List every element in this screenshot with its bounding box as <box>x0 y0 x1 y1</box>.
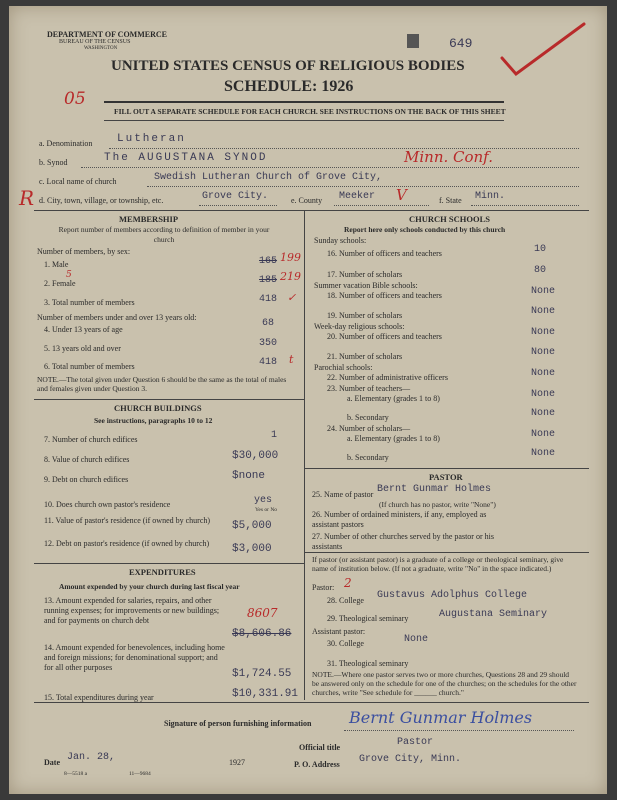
address-label: P. O. Address <box>294 760 340 769</box>
q25-label: 25. Name of pastor <box>312 490 374 499</box>
dept-name: DEPARTMENT OF COMMERCE <box>47 30 168 39</box>
q17-label: 17. Number of scholars <box>327 270 403 279</box>
date-year: 1927 <box>229 758 245 767</box>
q6-value: 418 <box>259 357 278 368</box>
pastor-sublabel: Pastor: <box>312 583 335 592</box>
age-label: Number of members under and over 13 years old: <box>37 313 197 322</box>
q14-label: 14. Amount expended for benevolences, including home and foreign missions; for denominational support; and for all other purposes <box>44 643 225 672</box>
q1-label: 1. Male <box>44 260 69 269</box>
date-value: Jan. 28, <box>67 752 116 763</box>
q1-correction: 199 <box>280 251 301 264</box>
q5-label: 5. 13 years old and over <box>44 344 121 353</box>
q23b-value: None <box>531 408 556 419</box>
q9-value: $none <box>232 470 266 482</box>
state-value: Minn. <box>475 191 506 202</box>
handwritten-code: 05 <box>64 89 86 109</box>
header-rule <box>104 101 504 103</box>
q15-label: 15. Total expenditures during year <box>44 693 154 702</box>
q2-value: 185 <box>259 275 278 286</box>
weekday-label: Week-day religious schools: <box>314 322 405 331</box>
pastor-note: NOTE.—Where one pastor serves two or more churches, Questions 28 and 29 should be answered only on the schedule for one of the churches; on the schedules for the other churches, write "See schedule for ______ church." <box>312 670 577 697</box>
synod-value: The AUGUSTANA SYNOD <box>104 152 268 164</box>
q12-label: 12. Debt on pastor's residence (if owned by church) <box>44 539 210 548</box>
q29-label: 29. Theological seminary <box>327 614 409 623</box>
synod-label: b. Synod <box>39 158 68 167</box>
q1-value: 165 <box>259 256 278 267</box>
college-note: If pastor (or assistant pastor) is a graduate of a college or theological seminary, give name of institution below. (If not a graduate, write "No" in the space indicated.) <box>312 555 564 573</box>
state-label: f. State <box>439 196 462 205</box>
buildings-heading: CHURCH BUILDINGS <box>114 403 202 413</box>
q24a-label: a. Elementary (grades 1 to 8) <box>347 434 440 443</box>
signature: Bernt Gunmar Holmes <box>349 708 533 727</box>
q16-label: 16. Number of officers and teachers <box>327 249 442 258</box>
red-check-mark-icon <box>494 20 589 80</box>
q24-label: 24. Number of scholars— <box>327 424 411 433</box>
q31-label: 31. Theological seminary <box>327 659 409 668</box>
q28-value: Gustavus Adolphus College <box>377 590 528 601</box>
q27-label: 27. Number of other churches served by the pastor or his assistants <box>312 532 494 551</box>
membership-heading: MEMBERSHIP <box>119 214 179 224</box>
synod-handwritten-note: Minn. Conf. <box>404 148 493 166</box>
q7-label: 7. Number of church edifices <box>44 435 138 444</box>
q20-value: None <box>531 327 556 338</box>
official-title-value: Pastor <box>397 737 434 748</box>
q7-value: 1 <box>271 430 278 441</box>
q10-value: yes <box>254 495 273 506</box>
q2-correction: 219 <box>280 270 301 283</box>
county-value: Meeker <box>339 191 376 202</box>
denomination-value: Lutheran <box>117 133 186 145</box>
q13-value: $8,606.86 <box>232 628 292 640</box>
q30-value: None <box>404 634 429 645</box>
membership-note: NOTE.—The total given under Question 6 should be the same as the total of males and females given under Question 3. <box>37 375 287 393</box>
header-rule-2 <box>104 120 504 121</box>
q17-value: 80 <box>534 265 547 276</box>
q26-label: 26. Number of ordained ministers, if any, employed as assistant pastors <box>312 510 487 529</box>
q18-value: None <box>531 286 556 297</box>
q22-label: 22. Number of administrative officers <box>327 373 448 382</box>
q4-label: 4. Under 13 years of age <box>44 325 123 334</box>
q24b-value: None <box>531 448 556 459</box>
q24a-value: None <box>531 429 556 440</box>
q8-label: 8. Value of church edifices <box>44 455 130 464</box>
q21-value: None <box>531 347 556 358</box>
q14-value: $1,724.55 <box>232 668 292 680</box>
q25-value: Bernt Gunmar Holmes <box>377 484 492 495</box>
city-value: Grove City. <box>202 191 269 202</box>
q3-label: 3. Total number of members <box>44 298 135 307</box>
q5-value: 350 <box>259 338 278 349</box>
q3-check: ✓ <box>287 291 297 304</box>
assistant-sublabel: Assistant pastor: <box>312 627 366 636</box>
q4-value: 68 <box>262 318 275 329</box>
schedule-title: UNITED STATES CENSUS OF RELIGIOUS BODIES <box>111 58 465 74</box>
form-code-1: 8—5518 a <box>64 771 88 777</box>
form-code-2: 11—9684 <box>129 771 151 777</box>
county-label: e. County <box>291 196 323 205</box>
q11-label: 11. Value of pastor's residence (if owned by church) <box>44 516 211 525</box>
schools-intro: Report here only schools conducted by this church <box>344 225 506 234</box>
q10-hint: Yes or No <box>255 507 278 513</box>
sunday-label: Sunday schools: <box>314 236 367 245</box>
q29-value: Augustana Seminary <box>439 609 548 620</box>
q2-mark: 5 <box>66 270 72 280</box>
serial-number: 649 <box>449 36 473 51</box>
q19-label: 19. Number of scholars <box>327 311 403 320</box>
column-divider <box>304 210 305 700</box>
city-label: d. City, town, village, or township, etc. <box>39 196 164 205</box>
q11-value: $5,000 <box>232 520 272 532</box>
bureau-city: WASHINGTON <box>84 46 118 51</box>
summer-label: Summer vacation Bible schools: <box>314 281 418 290</box>
local-church-label: c. Local name of church <box>39 177 117 186</box>
q30-label: 30. College <box>327 639 364 648</box>
q6-label: 6. Total number of members <box>44 362 135 371</box>
local-church-value: Swedish Lutheran Church of Grove City, <box>154 172 383 183</box>
instructions: FILL OUT A SEPARATE SCHEDULE FOR EACH CHURCH. SEE INSTRUCTIONS ON THE BACK OF THIS SHEET <box>114 107 506 116</box>
q13-label: 13. Amount expended for salaries, repairs, and other running expenses; for improvements or new buildings; and for payments on church debt <box>44 596 220 625</box>
q22-value: None <box>531 368 556 379</box>
q16-value: 10 <box>534 244 547 255</box>
q23b-label: b. Secondary <box>347 413 389 422</box>
pastor-mark: 2 <box>344 576 352 590</box>
buildings-sub: See instructions, paragraphs 10 to 12 <box>94 416 213 425</box>
date-label: Date <box>44 758 60 767</box>
address-value: Grove City, Minn. <box>359 754 462 765</box>
q25-hint: (If church has no pastor, write "None") <box>379 500 496 509</box>
q24b-label: b. Secondary <box>347 453 389 462</box>
official-title-label: Official title <box>299 743 341 752</box>
stamp-mark <box>407 34 419 48</box>
q28-label: 28. College <box>327 596 364 605</box>
handwritten-r-mark: R <box>19 186 35 210</box>
q8-value: $30,000 <box>232 450 279 462</box>
q9-label: 9. Debt on church edifices <box>44 475 129 484</box>
q21-label: 21. Number of scholars <box>327 352 403 361</box>
expenditures-intro: Amount expended by your church during last fiscal year <box>59 582 240 591</box>
q23a-label: a. Elementary (grades 1 to 8) <box>347 394 440 403</box>
q10-label: 10. Does church own pastor's residence <box>44 500 171 509</box>
q19-value: None <box>531 306 556 317</box>
denomination-label: a. Denomination <box>39 139 93 148</box>
q20-label: 20. Number of officers and teachers <box>327 332 442 341</box>
pastor-heading: PASTOR <box>429 472 463 482</box>
schools-heading: CHURCH SCHOOLS <box>409 214 490 224</box>
q3-value: 418 <box>259 294 278 305</box>
q15-value: $10,331.91 <box>232 688 299 700</box>
q18-label: 18. Number of officers and teachers <box>327 291 442 300</box>
bureau-name: BUREAU OF THE CENSUS <box>59 39 131 45</box>
membership-intro: Report number of members according to definition of member in your church <box>58 225 270 244</box>
q2-label: 2. Female <box>44 279 76 288</box>
parochial-label: Parochial schools: <box>314 363 373 372</box>
q23a-value: None <box>531 389 556 400</box>
q13-correction: 8607 <box>247 606 278 620</box>
sex-label: Number of members, by sex: <box>37 247 131 256</box>
expenditures-heading: EXPENDITURES <box>129 567 196 577</box>
schedule-year: SCHEDULE: 1926 <box>224 78 354 95</box>
signature-label: Signature of person furnishing information <box>164 719 312 728</box>
q12-value: $3,000 <box>232 543 272 555</box>
census-schedule-sheet <box>9 6 607 794</box>
county-check-mark: V <box>396 186 407 204</box>
q23-label: 23. Number of teachers— <box>327 384 411 393</box>
q6-mark: t <box>289 353 294 366</box>
